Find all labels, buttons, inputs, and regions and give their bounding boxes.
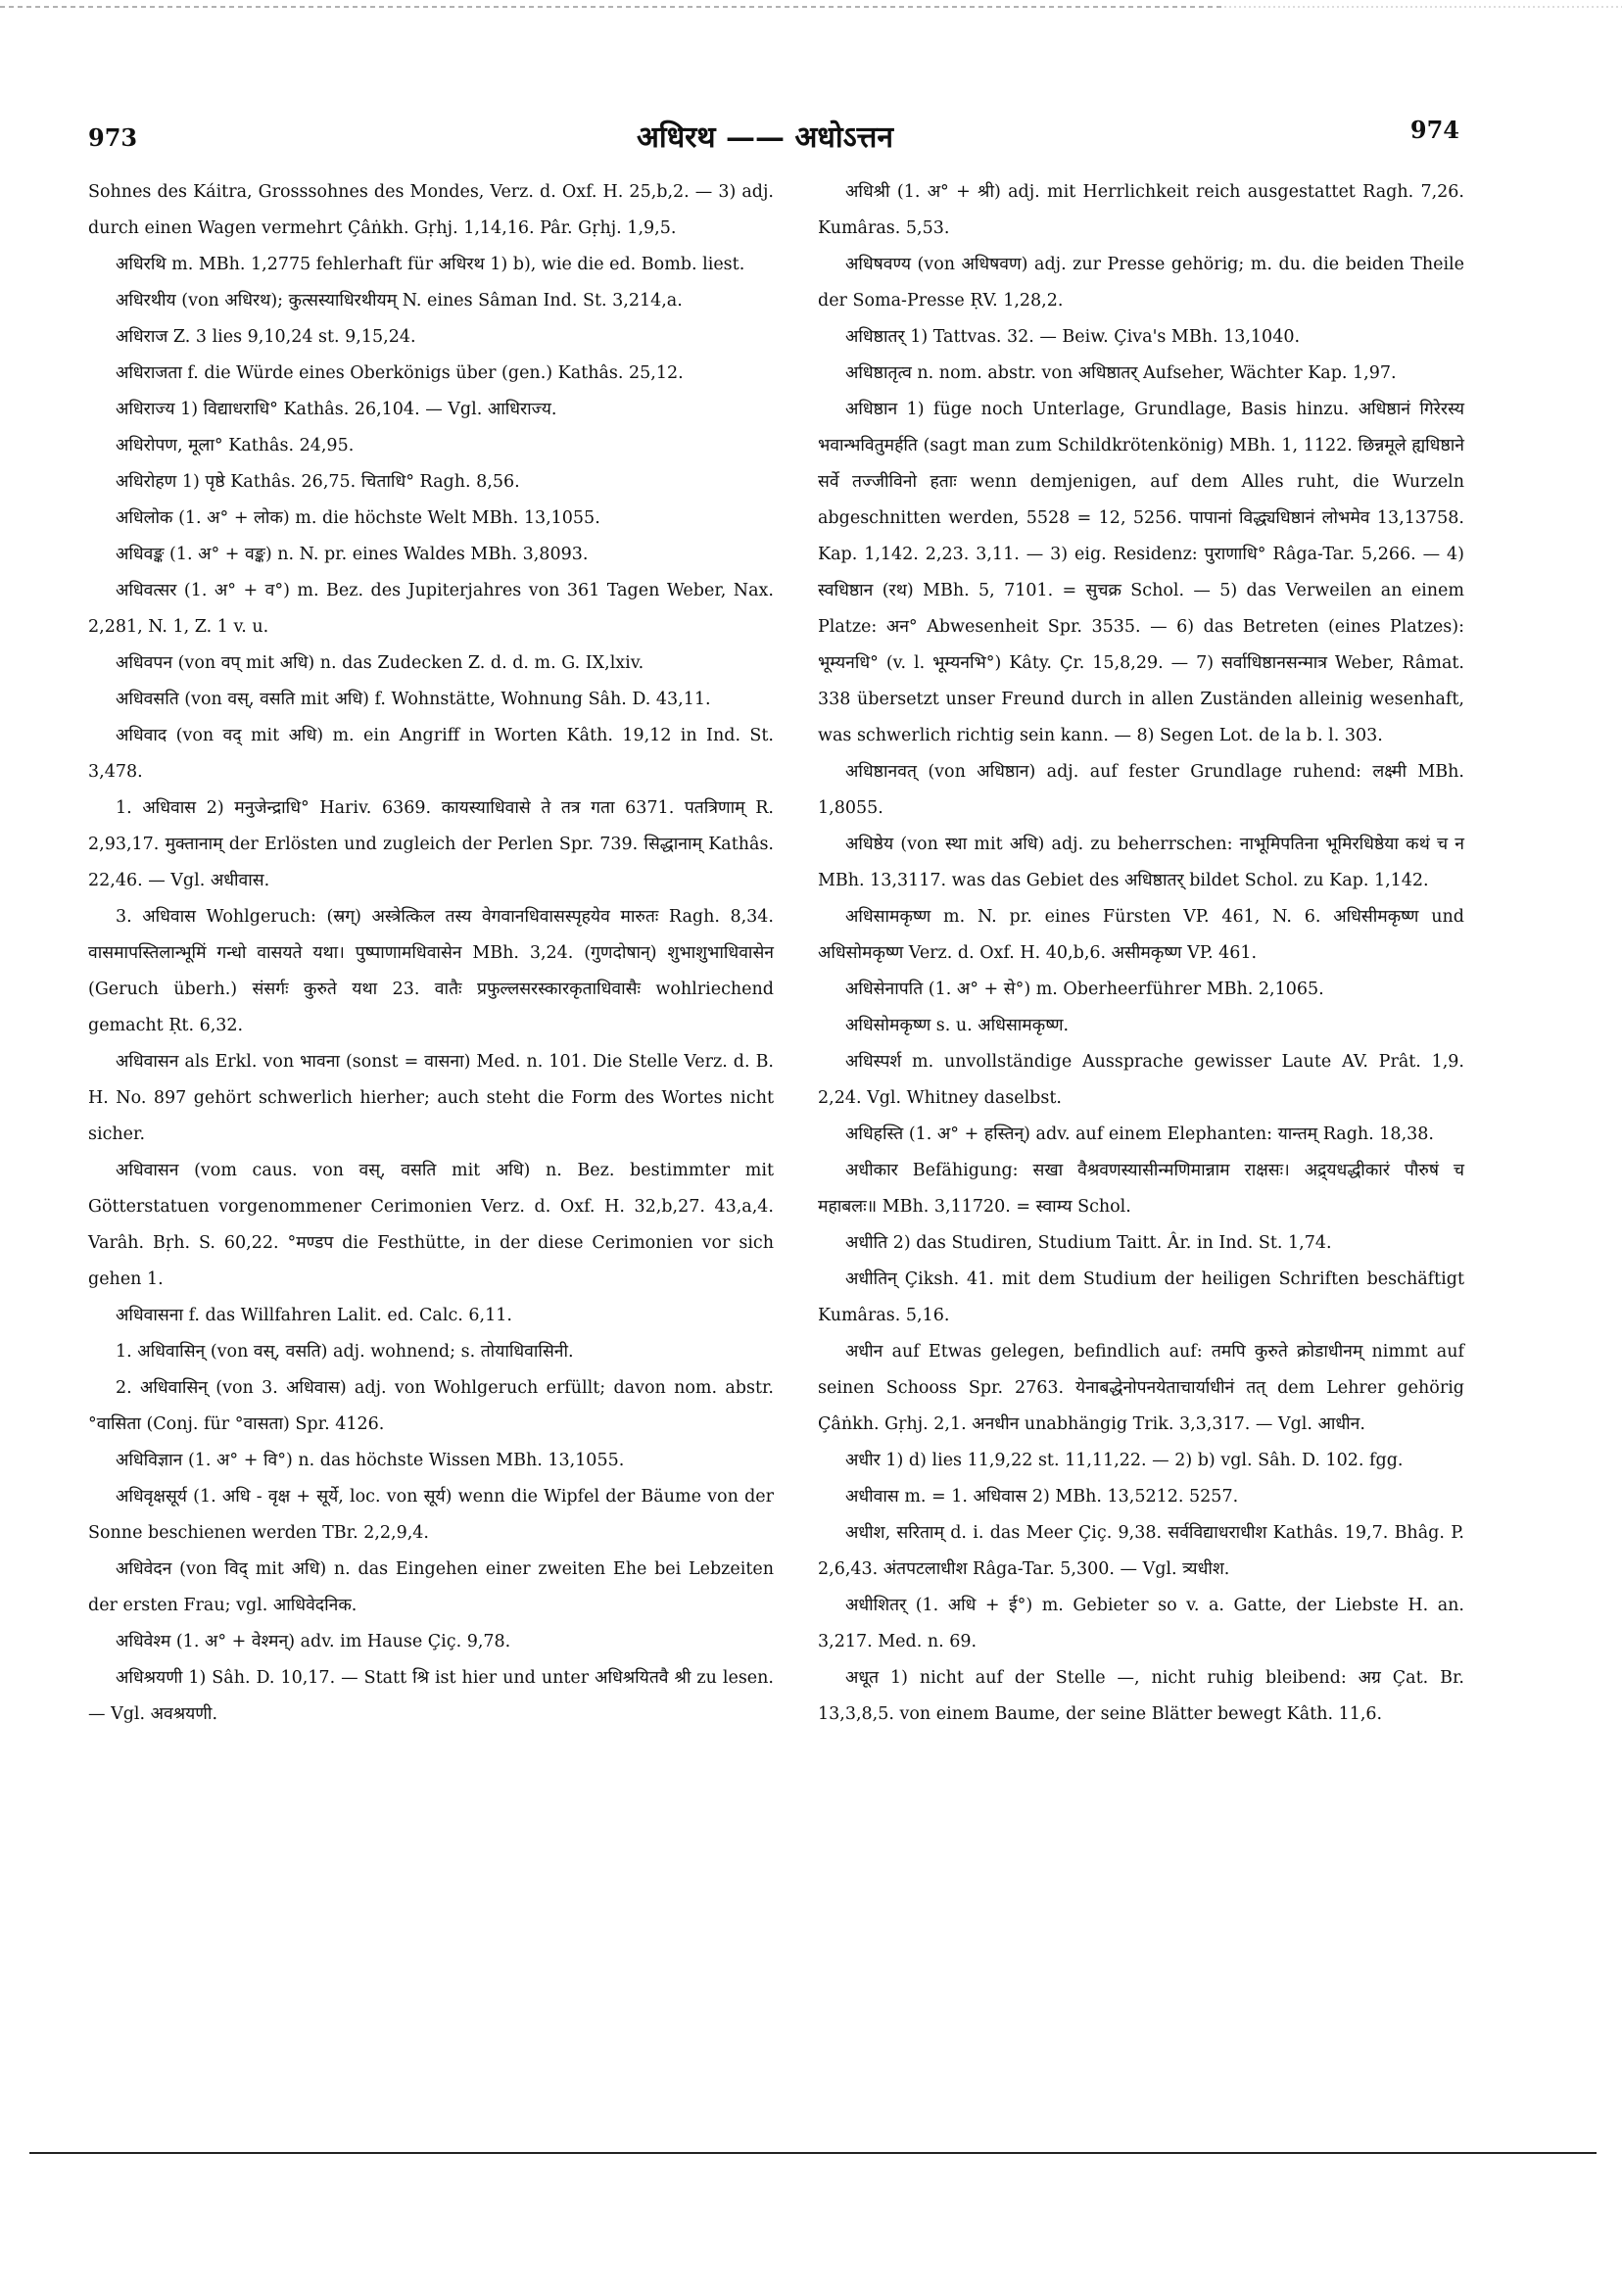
- dictionary-entry: अधीन auf Etwas gelegen, befindlich auf: तमपि कुरुते क्रोडाधीनम् nimmt auf seinen Schooss Spr. 2763. येनाबद्धेनोपनयेताचार्याधीनं तत् dem Lehrer gehörig Çâṅkh. Gṛhj. 2,1. अनधीन unabhängig Trik. 3,3,317. — Vgl. आधीन.: [818, 1342, 1464, 1434]
- scan-edge: [0, 0, 1622, 10]
- dictionary-entry: अधिवाद (von वद् mit अधि) m. ein Angriff in Worten Kâth. 19,12 in Ind. St. 3,478.: [88, 726, 774, 782]
- dictionary-entry: 3. अधिवास Wohlgeruch: (स्रग्) अस्त्रेत्किल तस्य वेगवानधिवासस्पृहयेव मारुतः Ragh. 8,34. वासमापस्तिलान्भूमिं गन्धो वासयते यथा। पुष्पाणामधिवासेन MBh. 3,24. (गुणदोषान्) शुभाशुभाधिवासेन (Geruch überh.) संसर्गः कुरुते यथा 23. वातैः प्रफुल्लसरस्कारकृताधिवासैः wohlriechend gemacht Ṛt. 6,32.: [88, 907, 774, 1035]
- dictionary-entry: अधिसामकृष्ण m. N. pr. eines Fürsten VP. 461, N. 6. अधिसीमकृष्ण und अधिसोमकृष्ण Verz. d. Oxf. H. 40,b,6. असीमकृष्ण VP. 461.: [818, 907, 1464, 963]
- dictionary-entry: 1. अधिवासिन् (von वस्, वसति) adj. wohnend; s. तोयाधिवासिनी.: [116, 1342, 574, 1362]
- dictionary-entry: Sohnes des Káitra, Grosssohnes des Mondes, Verz. d. Oxf. H. 25,b,2. — 3) adj. durch einen Wagen vermehrt Çâṅkh. Gṛhj. 1,14,16. Pâr. Gṛhj. 1,9,5.: [88, 182, 774, 238]
- dictionary-entry: अधिस्पर्श m. unvollständige Aussprache gewisser Laute AV. Prât. 1,9. 2,24. Vgl. Whitney daselbst.: [818, 1052, 1464, 1108]
- dictionary-entry: अधिविज्ञान (1. अ° + वि°) n. das höchste Wissen MBh. 13,1055.: [116, 1451, 625, 1470]
- dictionary-entry: अधिसेनापति (1. अ° + से°) m. Oberheerführer MBh. 2,1065.: [845, 980, 1324, 999]
- dictionary-entry: अधिराज Z. 3 lies 9,10,24 st. 9,15,24.: [116, 327, 416, 347]
- dictionary-entry: अधिवङ्क (1. अ° + वङ्क) n. N. pr. eines Waldes MBh. 3,8093.: [116, 545, 589, 564]
- running-head: अधिरथ —— अधोऽत्तन: [637, 120, 893, 155]
- dictionary-entry: अधीवास m. = 1. अधिवास 2) MBh. 13,5212. 5257.: [845, 1487, 1239, 1507]
- dictionary-entry: अधिषवण्य (von अधिषवण) adj. zur Presse gehörig; m. du. die beiden Theile der Soma-Presse ṚV. 1,28,2.: [818, 255, 1464, 311]
- dictionary-entry: अधिवासन als Erkl. von भावना (sonst = वासना) Med. n. 101. Die Stelle Verz. d. B. H. No. 897 gehört schwerlich hierher; auch steht die Form des Wortes nicht sicher.: [88, 1052, 774, 1144]
- dictionary-entry: अधीतिन् Çiksh. 41. mit dem Studium der heiligen Schriften beschäftigt Kumâras. 5,16.: [818, 1269, 1464, 1325]
- dictionary-entry: 1. अधिवास 2) मनुजेन्द्राधि° Hariv. 6369. कायस्याधिवासे ते तत्र गता 6371. पतत्रिणाम् R. 2,93,17. मुक्तानाम् der Erlösten und zugleich der Perlen Spr. 739. सिद्धानाम् Kathâs. 22,46. — Vgl. अधीवास.: [88, 798, 774, 890]
- dictionary-entry: अधिश्री (1. अ° + श्री) adj. mit Herrlichkeit reich ausgestattet Ragh. 7,26. Kumâras. 5,53.: [818, 182, 1464, 238]
- dictionary-entry: अधिराज्य 1) विद्याधराधि° Kathâs. 26,104. — Vgl. आधिराज्य.: [116, 400, 557, 419]
- dictionary-entry: अधिवेश्म (1. अ° + वेश्मन्) adv. im Hause Çiç. 9,78.: [116, 1632, 511, 1651]
- dictionary-entry: अधीश, सरिताम् d. i. das Meer Çiç. 9,38. सर्वविद्याधराधीश Kathâs. 19,7. Bhâg. P. 2,6,43. अंतपटलाधीश Râga-Tar. 5,300. — Vgl. त्र्यधीश.: [818, 1523, 1464, 1579]
- dictionary-entry: अधिष्ठेय (von स्था mit अधि) adj. zu beherrschen: नाभूमिपतिना भूमिरधिष्ठेया कथं च न MBh. 13,3117. was das Gebiet des अधिष्ठातर् bildet Schol. zu Kap. 1,142.: [818, 835, 1464, 890]
- dictionary-entry: अधिलोक (1. अ° + लोक) m. die höchste Welt MBh. 13,1055.: [116, 508, 600, 528]
- right-page-number: 974: [1409, 116, 1459, 144]
- page-header: [88, 116, 1459, 165]
- dictionary-entry: अधिवसति (von वस्, वसति mit अधि) f. Wohnstätte, Wohnung Sâh. D. 43,11.: [116, 690, 711, 709]
- dictionary-entry: अधिष्ठान 1) füge noch Unterlage, Grundlage, Basis hinzu. अधिष्ठानं गिरेरस्य भवान्भवितुमर्हति (sagt man zum Schildkrötenkönig) MBh. 1, 1122. छिन्नमूले ह्यधिष्ठाने सर्वे तज्जीविनो हताः wenn demjenigen, auf dem Alles ruht, die Wurzeln abgeschnitten werden, 5528 = 12, 5256. पापानां विद्ध्यधिष्ठानं लोभमेव 13,13758. Kap. 1,142. 2,23. 3,11. — 3) eig. Residenz: पुराणाधि° Râga-Tar. 5,266. — 4) स्वधिष्ठान (रथ) MBh. 5, 7101. = सुचक्र Schol. — 5) das Verweilen an einem Platze: अन° Abwesenheit Spr. 3535. — 6) das Betreten (eines Platzes): भूम्यनधि° (v. l. भूम्यनभि°) Kâty. Çr. 15,8,29. — 7) सर्वाधिष्ठानसन्मात्र Weber, Râmat. 338 übersetzt unser Freund durch in allen Zuständen alleinig wesenhaft, was schwerlich richtig sein kann. — 8) Segen Lot. de la b. l. 303.: [818, 400, 1464, 745]
- dictionary-entry: 2. अधिवासिन् (von 3. अधिवास) adj. von Wohlgeruch erfüllt; davon nom. abstr. °वासिता (Conj. für °वासता) Spr. 4126.: [88, 1378, 774, 1434]
- dictionary-entry: अधिष्ठानवत् (von अधिष्ठान) adj. auf fester Grundlage ruhend: लक्ष्मी MBh. 1,8055.: [818, 762, 1464, 818]
- dictionary-entry: अधिवपन (von वप् mit अधि) n. das Zudecken Z. d. d. m. G. IX,lxiv.: [116, 653, 644, 673]
- dictionary-entry: अधीर 1) d) lies 11,9,22 st. 11,11,22. — 2) b) vgl. Sâh. D. 102. fgg.: [845, 1451, 1404, 1470]
- dictionary-entry: अधिसोमकृष्ण s. u. अधिसामकृष्ण.: [845, 1016, 1070, 1035]
- dictionary-entry: अधिरथि m. MBh. 1,2775 fehlerhaft für अधिरथ 1) b), wie die ed. Bomb. liest.: [116, 255, 745, 274]
- right-column: [818, 174, 1464, 1733]
- dictionary-entry: अधिष्ठातृत्व n. nom. abstr. von अधिष्ठातर् Aufseher, Wächter Kap. 1,97.: [845, 363, 1397, 383]
- dictionary-entry: अधिवासन (vom caus. von वस्, वसति mit अधि) n. Bez. bestimmter mit Götterstatuen vorgenommener Cerimonien Verz. d. Oxf. H. 32,b,27. 43,a,4. Varâh. Bṛh. S. 60,22. °मण्डप die Festhütte, in der diese Cerimonien vor sich gehen 1.: [88, 1161, 774, 1289]
- dictionary-entry: अधिवेदन (von विद् mit अधि) n. das Eingehen einer zweiten Ehe bei Lebzeiten der ersten Frau; vgl. आधिवेदनिक.: [88, 1559, 774, 1615]
- dictionary-entry: अधिवासना f. das Willfahren Lalit. ed. Calc. 6,11.: [116, 1306, 512, 1325]
- dictionary-entry: अधिश्रयणी 1) Sâh. D. 10,17. — Statt श्रि ist hier und unter अधिश्रयितवै श्री zu lesen. — Vgl. अवश्रयणी.: [88, 1668, 774, 1724]
- dictionary-entry: अधिराजता f. die Würde eines Oberkönigs über (gen.) Kathâs. 25,12.: [116, 363, 684, 383]
- dictionary-entry: अधूत 1) nicht auf der Stelle —, nicht ruhig bleibend: अग्र Çat. Br. 13,3,8,5. von einem Baume, der seine Blätter bewegt Kâth. 11,6.: [818, 1668, 1464, 1724]
- dictionary-entry: अधीकार Befähigung: सखा वैश्रवणस्यासीन्मणिमान्नाम राक्षसः। अद्र्यधद्धीकारं पौरुषं च महाबलः॥ MBh. 3,11720. = स्वाम्य Schol.: [818, 1161, 1464, 1217]
- dictionary-entry: अधिहस्ति (1. अ° + हस्तिन्) adv. auf einem Elephanten: यान्तम् Ragh. 18,38.: [845, 1124, 1434, 1144]
- dictionary-entry: अधिरोहण 1) पृष्ठे Kathâs. 26,75. चिताधि° Ragh. 8,56.: [116, 472, 520, 492]
- dictionary-entry: अधिवत्सर (1. अ° + व°) m. Bez. des Jupiterjahres von 361 Tagen Weber, Nax. 2,281, N. 1, Z. 1 v. u.: [88, 581, 774, 637]
- dictionary-entry: अधिष्ठातर् 1) Tattvas. 32. — Beiw. Çiva's MBh. 13,1040.: [845, 327, 1301, 347]
- left-column: [88, 174, 774, 1733]
- bottom-rule: [29, 2152, 1597, 2154]
- dictionary-entry: अधीति 2) das Studiren, Studium Taitt. Âr. in Ind. St. 1,74.: [845, 1233, 1332, 1253]
- dictionary-entry: अधिवृक्षसूर्य (1. अधि - वृक्ष + सूर्ये, loc. von सूर्य) wenn die Wipfel der Bäume von der Sonne beschienen werden TBr. 2,2,9,4.: [88, 1487, 774, 1543]
- dictionary-entry: अधिरथीय (von अधिरथ); कुत्सस्याधिरथीयम् N. eines Sâman Ind. St. 3,214,a.: [116, 291, 683, 311]
- left-page-number: 973: [88, 123, 138, 152]
- dictionary-entry: अधिरोपण, मूला° Kathâs. 24,95.: [116, 436, 355, 455]
- dictionary-entry: अधीशितर् (1. अधि + ई°) m. Gebieter so v. a. Gatte, der Liebste H. an. 3,217. Med. n. 69.: [818, 1596, 1464, 1651]
